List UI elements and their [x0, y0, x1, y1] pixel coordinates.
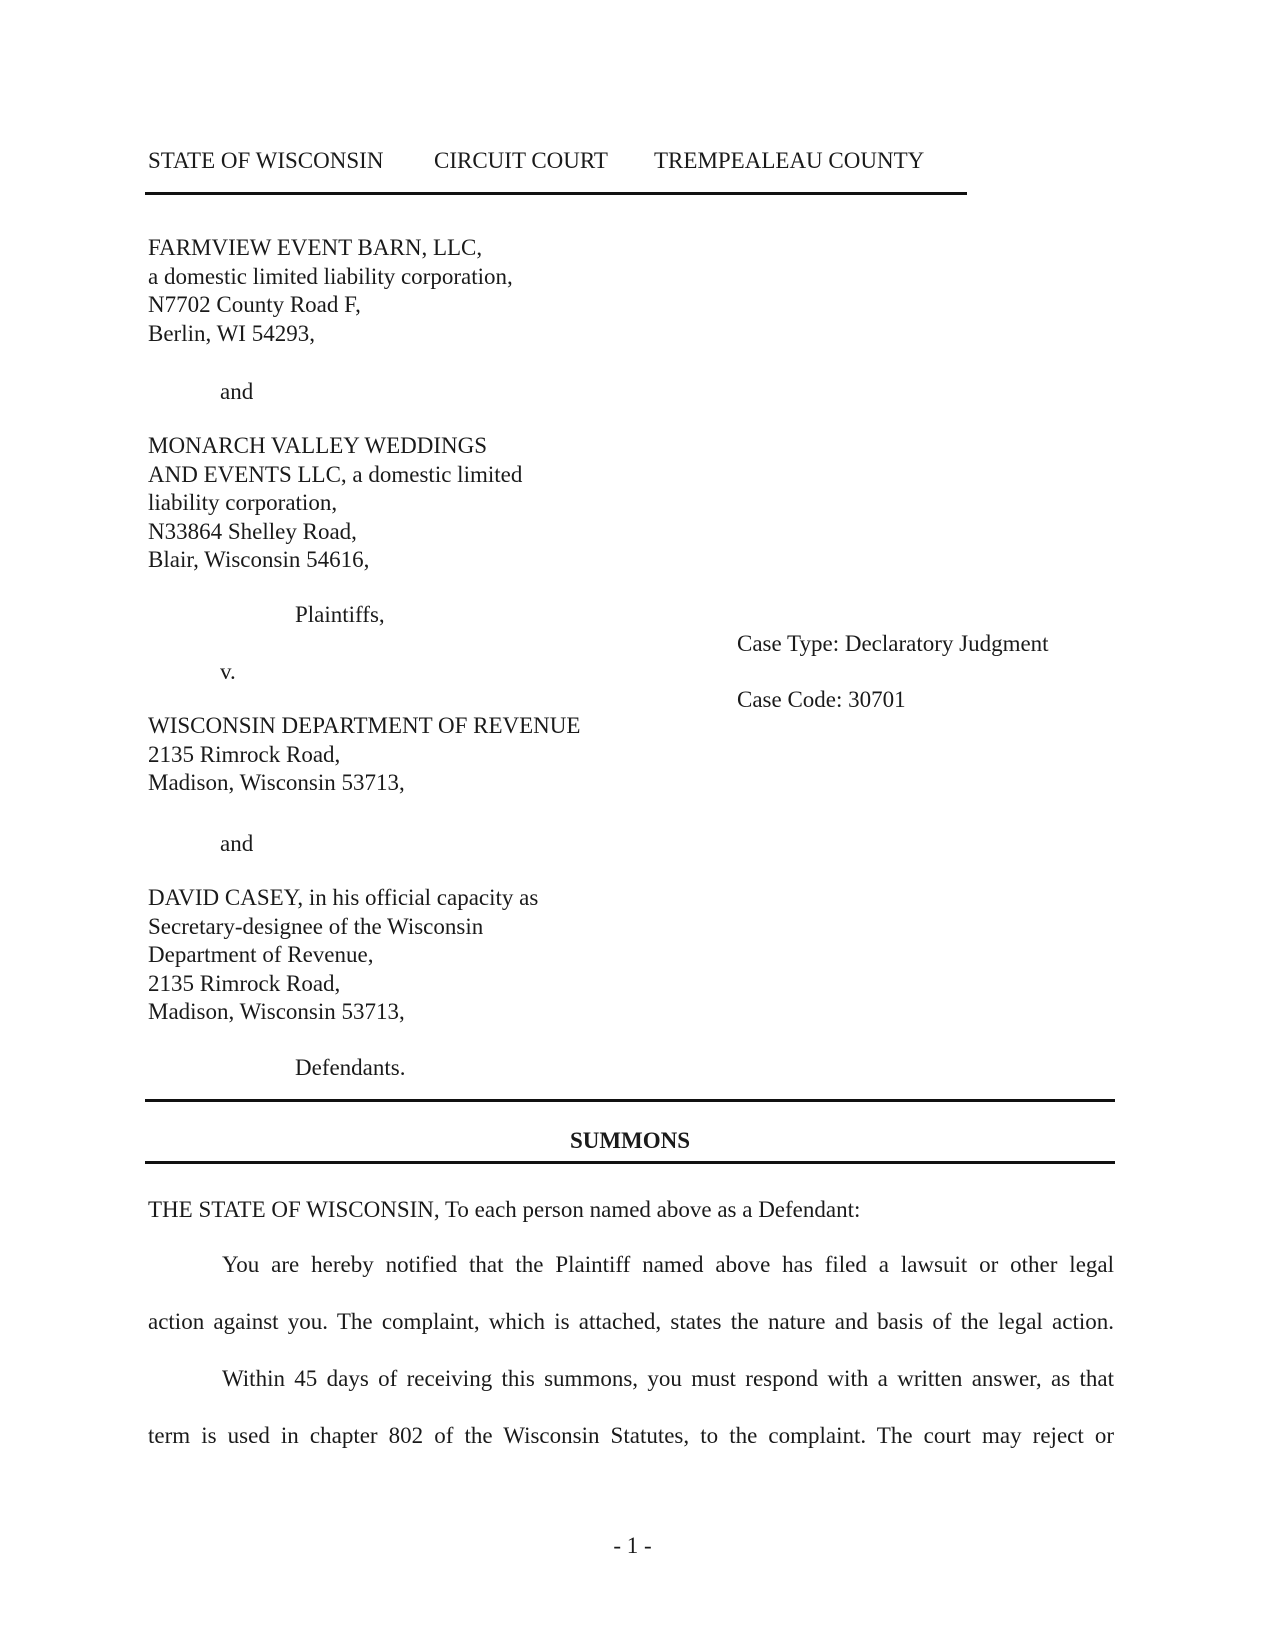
- plaintiff-1-address-line-2: Berlin, WI 54293,: [148, 320, 315, 346]
- paragraph-2: [148, 1350, 1114, 1464]
- page-number: - 1 -: [613, 1533, 652, 1558]
- defendant-1-name: WISCONSIN DEPARTMENT OF REVENUE: [148, 713, 581, 738]
- paragraph-1-line-2: action against you. The complaint, which is attached, states the nature and basis of the legal action.: [148, 1309, 1114, 1334]
- state-label: STATE OF WISCONSIN: [148, 148, 384, 173]
- address-line: THE STATE OF WISCONSIN, To each person named above as a Defendant:: [148, 1197, 861, 1222]
- paragraph-2-line-2: term is used in chapter 802 of the Wisconsin Statutes, to the complaint. The court may reject or: [148, 1423, 1114, 1448]
- plaintiff-2-address-line-2: Blair, Wisconsin 54616,: [148, 547, 370, 572]
- title-top-rule: [145, 1099, 1115, 1102]
- plaintiff-1-description: a domestic limited liability corporation,: [148, 263, 513, 289]
- plaintiff-1-block: [148, 234, 513, 348]
- versus-label: v.: [220, 659, 236, 684]
- case-type: Case Type: Declaratory Judgment: [737, 631, 1049, 656]
- defendant-1-address-line-2: Madison, Wisconsin 53713,: [148, 770, 405, 795]
- defendant-2-address-line-1: 2135 Rimrock Road,: [148, 970, 341, 996]
- defendant-2-line-3: Department of Revenue,: [148, 942, 374, 967]
- document-title: SUMMONS: [569, 1128, 691, 1153]
- plaintiff-2-line-1: MONARCH VALLEY WEDDINGS: [148, 433, 488, 458]
- plaintiff-2-line-2: AND EVENTS LLC, a domestic limited: [148, 461, 523, 487]
- defendants-label: Defendants.: [295, 1055, 406, 1080]
- plaintiff-2-address-line-1: N33864 Shelley Road,: [148, 518, 357, 544]
- defendant-1-block: [148, 712, 580, 798]
- paragraph-1-line-1: You are hereby notified that the Plaintiff named above has filed a lawsuit or other legal: [222, 1252, 1114, 1277]
- defendant-2-line-1: DAVID CASEY, in his official capacity as: [148, 885, 539, 910]
- paragraph-1: [148, 1236, 1114, 1350]
- plaintiff-1-name: FARMVIEW EVENT BARN, LLC,: [148, 235, 483, 260]
- defendant-2-address-line-2: Madison, Wisconsin 53713,: [148, 999, 405, 1024]
- county-label: TREMPEALEAU COUNTY: [654, 148, 925, 173]
- case-code: Case Code: 30701: [737, 687, 906, 712]
- plaintiff-2-line-3: liability corporation,: [148, 490, 338, 515]
- plaintiffs-label: Plaintiffs,: [295, 602, 385, 627]
- paragraph-2-line-1: Within 45 days of receiving this summons, you must respond with a written answer, as that: [222, 1366, 1114, 1391]
- defendant-1-address-line-1: 2135 Rimrock Road,: [148, 741, 341, 767]
- court-label: CIRCUIT COURT: [434, 148, 608, 173]
- header-rule: [145, 192, 967, 195]
- title-bottom-rule: [145, 1161, 1115, 1164]
- plaintiff-1-address-line-1: N7702 County Road F,: [148, 292, 361, 317]
- defendant-2-block: [148, 884, 538, 1027]
- plaintiff-2-block: [148, 432, 522, 575]
- defendant-2-line-2: Secretary-designee of the Wisconsin: [148, 913, 484, 939]
- and-connector-2: and: [220, 831, 254, 856]
- court-caption-header: [148, 148, 968, 178]
- and-connector-1: and: [220, 379, 254, 404]
